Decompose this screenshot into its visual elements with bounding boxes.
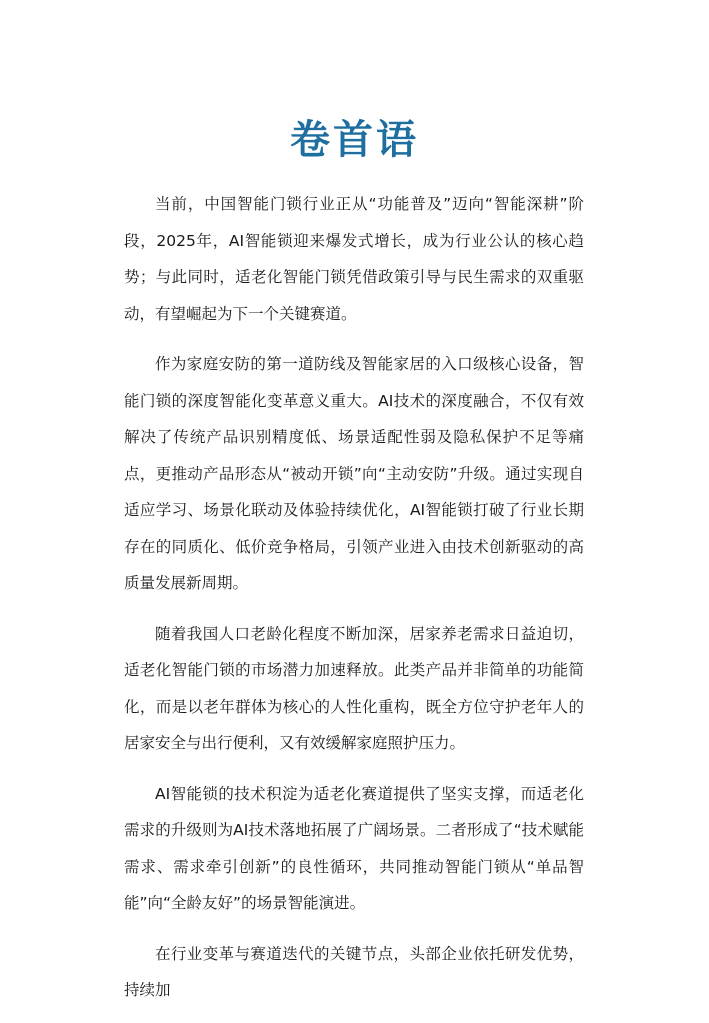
paragraph: 在行业变革与赛道迭代的关键节点，头部企业依托研发优势，持续加 [124,944,584,999]
paragraph: AI智能锁的技术积淀为适老化赛道提供了坚实支撑，而适老化需求的升级则为AI技术落地拓展了广阔场景。二者形成了“技术赋能需求、需求牵引创新”的良性循环，共同推动智能门锁从“单品智能”向“全龄友好”的场景智能演进。 [124,784,584,912]
page-title: 卷首语 [290,117,419,163]
paragraph: 随着我国人口老龄化程度不断加深，居家养老需求日益迫切，适老化智能门锁的市场潜力加速释放。此类产品并非简单的功能简化，而是以老年群体为核心的人性化重构，既全方位守护老年人的居家安全与出行便利，又有效缓解家庭照护压力。 [124,624,584,752]
paragraph: 当前，中国智能门锁行业正从“功能普及”迈向“智能深耕”阶段，2025年，AI智能锁迎来爆发式增长，成为行业公认的核心趋势；与此同时，适老化智能门锁凭借政策引导与民生需求的双重驱动，有望崛起为下一个关键赛道。 [124,195,584,323]
paragraph: 作为家庭安防的第一道防线及智能家居的入口级核心设备，智能门锁的深度智能化变革意义重大。AI技术的深度融合，不仅有效解决了传统产品识别精度低、场景适配性弱及隐私保护不足等痛点，更推动产品形态从“被动开锁”向“主动安防”升级。通过实现自适应学习、场景化联动及体验持续优化，AI智能锁打破了行业长期存在的同质化、低价竞争格局，引领产业进入由技术创新驱动的高质量发展新周期。 [124,355,584,592]
body-text [124,186,584,1023]
